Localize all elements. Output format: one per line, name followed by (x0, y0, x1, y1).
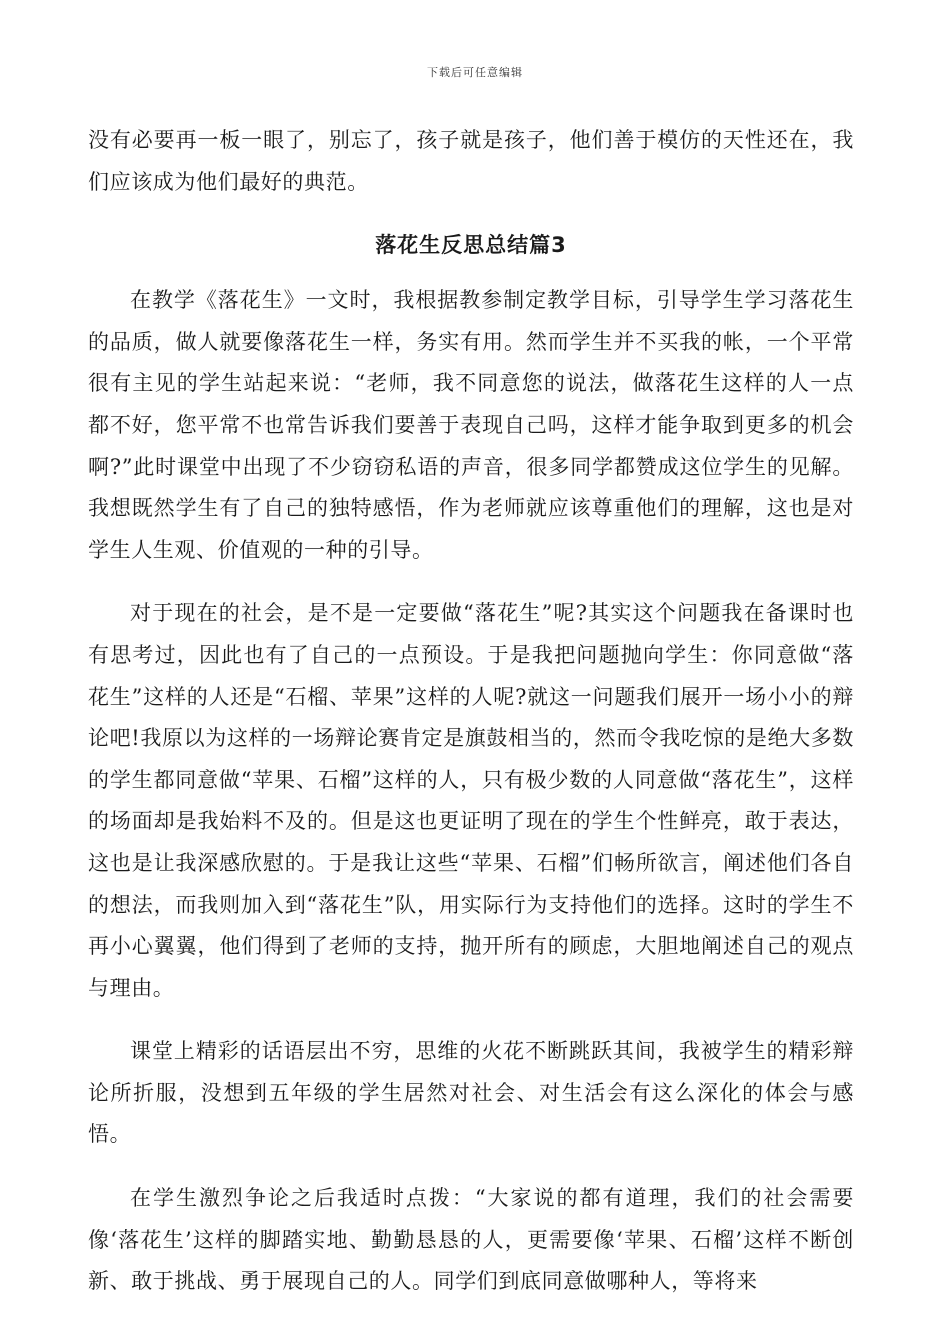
paragraph-3: 课堂上精彩的话语层出不穷，思维的火花不断跳跃其间，我被学生的精彩辩论所折服，没想到五年级的学生居然对社会、对生活会有这么深化的体会与感悟。 (88, 1039, 854, 1147)
section-title: 落花生反思总结篇3 (375, 233, 567, 258)
paragraph-1: 在教学《落花生》一文时，我根据教参制定教学目标，引导学生学习落花生的品质，做人就要像落花生一样，务实有用。然而学生并不买我的帐，一个平常很有主见的学生站起来说：“老师，我不同意您的说法，做落花生这样的人一点都不好，您平常不也常告诉我们要善于表现自己吗，这样才能争取到更多的机会啊?”此时课堂中出现了不少窃窃私语的声音，很多同学都赞成这位学生的见解。我想既然学生有了自己的独特感悟，作为老师就应该尊重他们的理解，这也是对学生人生观、价值观的一种的引导。 (88, 288, 854, 562)
document-body (88, 120, 854, 1303)
page-header: 下载后可任意编辑 (427, 66, 523, 79)
paragraph-2: 对于现在的社会，是不是一定要做“落花生”呢?其实这个问题我在备课时也有思考过，因此也有了自己的一点预设。于是我把问题抛向学生：你同意做“落花生”这样的人还是“石榴、苹果”这样的人呢?就这一问题我们展开一场小小的辩论吧!我原以为这样的一场辩论赛肯定是旗鼓相当的，然而令我吃惊的是绝大多数的学生都同意做“苹果、石榴”这样的人，只有极少数的人同意做“落花生”，这样的场面却是我始料不及的。但是这也更证明了现在的学生个性鲜亮，敢于表达，这也是让我深感欣慰的。于是我让这些“苹果、石榴”们畅所欲言，阐述他们各自的想法，而我则加入到“落花生”队，用实际行为支持他们的选择。这时的学生不再小心翼翼，他们得到了老师的支持，抛开所有的顾虑，大胆地阐述自己的观点与理由。 (88, 601, 854, 1000)
paragraph-4: 在学生激烈争论之后我适时点拨：“大家说的都有道理，我们的社会需要像‘落花生’这样的脚踏实地、勤勤恳恳的人，更需要像‘苹果、石榴’这样不断创新、敢于挑战、勇于展现自己的人。同学们到底同意做哪种人，等将来 (88, 1186, 854, 1294)
opening-paragraph: 没有必要再一板一眼了，别忘了，孩子就是孩子，他们善于模仿的天性还在，我们应该成为他们最好的典范。 (88, 128, 854, 194)
